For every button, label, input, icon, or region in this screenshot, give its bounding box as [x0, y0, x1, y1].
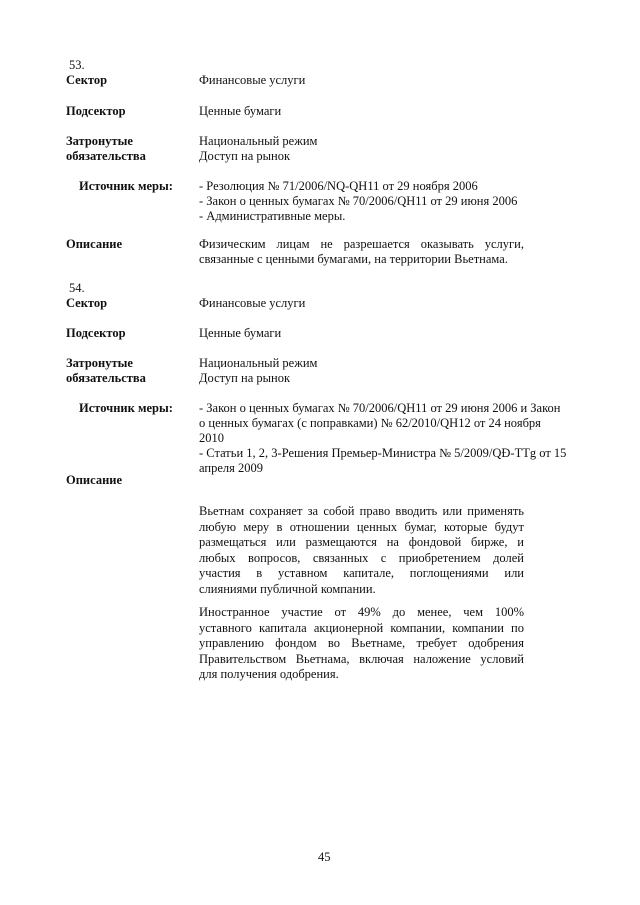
- description-line: размещаться или размещаются на фондовой бирже, и: [199, 535, 524, 550]
- obligations-value-line1: Национальный режим: [199, 356, 318, 370]
- description-label: Описание: [66, 237, 123, 251]
- description-line: уставного капитала акционерной компании, компании по: [199, 620, 524, 635]
- description-paragraph-1: [199, 504, 524, 598]
- sector-value: Финансовые услуги: [199, 73, 306, 87]
- entry-number: 54.: [69, 281, 85, 295]
- source-label: Источник меры:: [79, 401, 173, 415]
- source-line: апреля 2009: [199, 461, 263, 475]
- obligations-label-line2: обязательства: [66, 149, 146, 163]
- entry-number: 53.: [69, 58, 85, 72]
- source-line: - Закон о ценных бумагах № 70/2006/QH11 от 29 июня 2006 и Закон: [199, 401, 561, 415]
- source-line: - Административные меры.: [199, 209, 346, 223]
- description-line: Правительством Вьетнама, включая наложение условий: [199, 651, 524, 666]
- subsector-label: Подсектор: [66, 104, 126, 118]
- description-line: управлению фондом во Вьетнаме, требует одобрения: [199, 636, 524, 651]
- description-line: участия в уставном капитале, поглощениями или: [199, 566, 524, 581]
- description-line: любую меру в отношении ценных бумаг, которые будут: [199, 519, 524, 534]
- description-text: [199, 237, 524, 267]
- sector-label: Сектор: [66, 296, 108, 310]
- source-list: [199, 179, 517, 224]
- source-line: - Резолюция № 71/2006/NQ-QH11 от 29 ноября 2006: [199, 179, 478, 193]
- obligations-value-line2: Доступ на рынок: [199, 149, 291, 163]
- description-line: для получения одобрения.: [199, 667, 339, 682]
- description-line: слияниями публичной компании.: [199, 581, 376, 596]
- subsector-value: Ценные бумаги: [199, 326, 282, 340]
- sector-label: Сектор: [66, 73, 108, 87]
- subsector-value: Ценные бумаги: [199, 104, 282, 118]
- sector-value: Финансовые услуги: [199, 296, 306, 310]
- source-line: - Закон о ценных бумагах № 70/2006/QH11 от 29 июня 2006: [199, 194, 518, 208]
- page-number: 45: [318, 850, 331, 864]
- description-label: Описание: [66, 473, 123, 487]
- source-line: 2010: [199, 431, 224, 445]
- obligations-value-line1: Национальный режим: [199, 134, 318, 148]
- description-line: Иностранное участие от 49% до менее, чем 100%: [199, 605, 524, 619]
- description-line: любых вопросов, связанных с приобретением долей: [199, 550, 524, 565]
- obligations-label-line1: Затронутые: [66, 134, 133, 148]
- description-line: Физическим лицам не разрешается оказывать услуги,: [199, 237, 524, 251]
- subsector-label: Подсектор: [66, 326, 126, 340]
- description-paragraph-2: [199, 605, 524, 683]
- description-line: Вьетнам сохраняет за собой право вводить или применять: [199, 504, 524, 518]
- source-line: - Статьи 1, 2, 3-Решения Премьер-Министра № 5/2009/QĐ-TTg от 15: [199, 446, 567, 460]
- description-line: связанные с ценными бумагами, на территории Вьетнама.: [199, 252, 508, 266]
- source-line: о ценных бумагах (с поправками) № 62/2010/QH12 от 24 ноября: [199, 416, 541, 430]
- source-label: Источник меры:: [79, 179, 173, 193]
- obligations-label-line1: Затронутые: [66, 356, 133, 370]
- obligations-value-line2: Доступ на рынок: [199, 371, 291, 385]
- obligations-label-line2: обязательства: [66, 371, 146, 385]
- source-list: [199, 401, 566, 476]
